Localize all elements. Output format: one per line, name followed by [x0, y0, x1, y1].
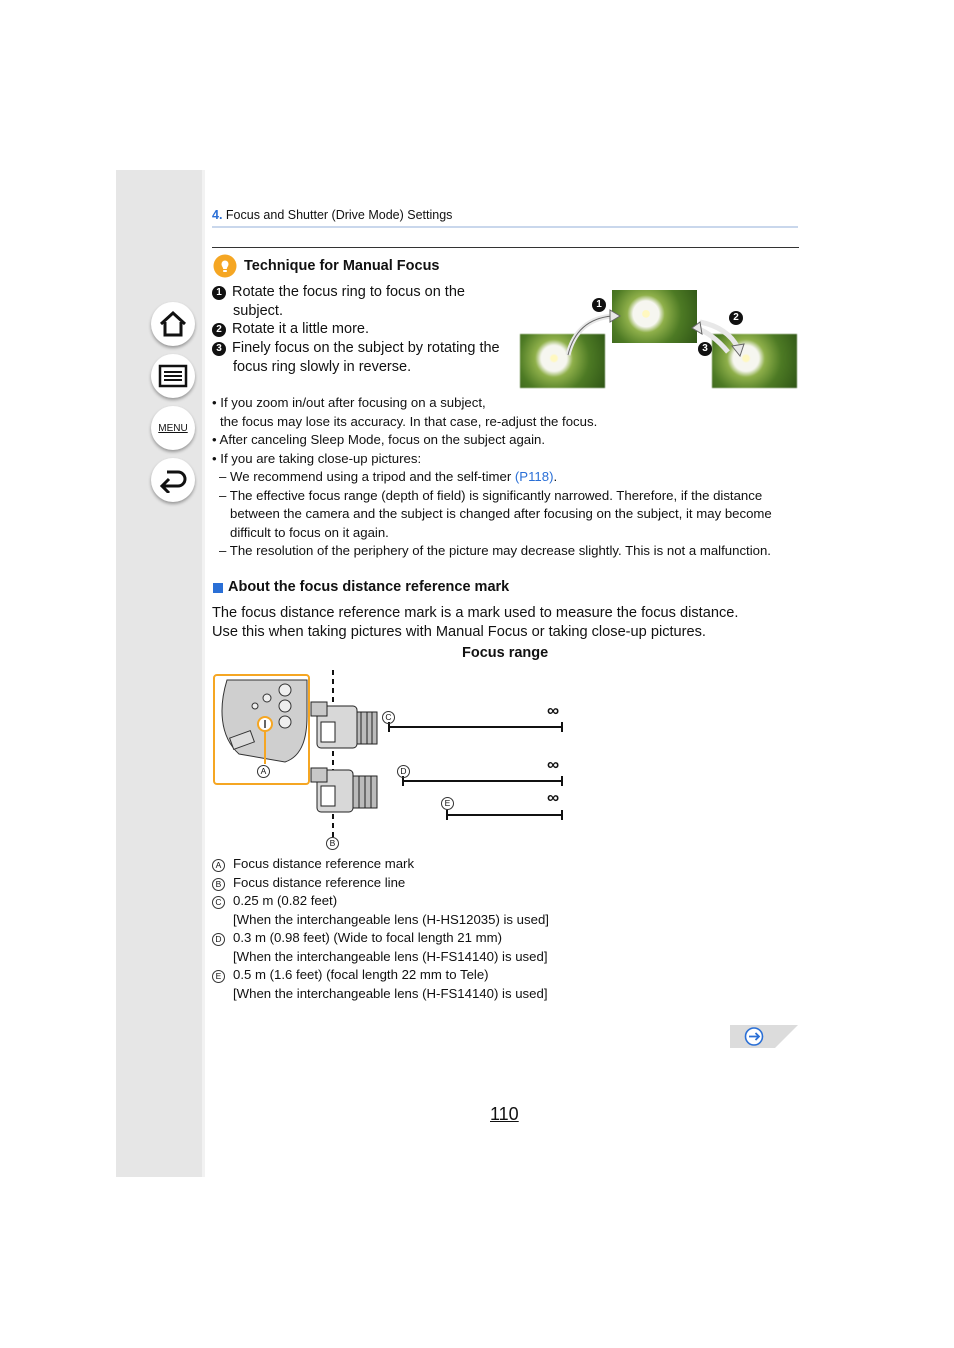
camera-side-drawing-2: [311, 768, 377, 812]
note-3: • If you are taking close-up pictures:: [212, 450, 422, 466]
step-3-text-cont: focus ring slowly in reverse.: [233, 358, 412, 375]
infinity-e: ∞: [547, 788, 560, 807]
chapter-number: 4.: [212, 208, 223, 222]
legend-c-letter: C: [212, 896, 225, 909]
note-2: • After canceling Sleep Mode, focus on the subject again.: [212, 432, 546, 447]
step-2-number: 2: [212, 323, 226, 337]
home-icon: [158, 310, 188, 338]
legend-e-letter: E: [212, 970, 225, 983]
focus-range-diagram: [305, 670, 575, 850]
note-3-dash-2: – The effective focus range (depth of field) is significantly narrowed. Therefore, if the distance: [219, 487, 763, 503]
camera-side-drawing-1: [311, 702, 377, 748]
reference-p2: Use this when taking pictures with Manual Focus or taking close-up pictures.: [212, 624, 706, 640]
dash-1-suffix: .: [553, 469, 558, 484]
back-button[interactable]: [151, 458, 195, 502]
step-1-text: Rotate the focus ring to focus on the: [232, 284, 465, 300]
legend-c-text: 0.25 m (0.82 feet): [233, 893, 338, 908]
contents-button[interactable]: [151, 354, 195, 398]
label-d: D: [397, 765, 410, 778]
section-square-icon: [213, 583, 223, 593]
step-3: [212, 339, 500, 376]
figure-title: Focus range: [462, 645, 549, 661]
legend-a: [212, 855, 549, 874]
next-page-button[interactable]: [730, 1025, 798, 1048]
note-3-dash-1: [212, 468, 802, 487]
menu-button[interactable]: [151, 406, 195, 450]
legend-c-note: [When the interchangeable lens (H-HS12035) is used]: [233, 911, 549, 927]
home-button[interactable]: [151, 302, 195, 346]
back-arrow-icon: [158, 467, 188, 493]
dash-1-text: – We recommend using a tripod and the self-timer: [219, 469, 515, 484]
note-1: • If you zoom in/out after focusing on a subject,: [212, 395, 486, 410]
legend-e: [212, 966, 549, 985]
legend-c: [212, 892, 549, 911]
step-2: [212, 320, 369, 339]
label-c: C: [382, 711, 395, 724]
tip-icon: [213, 254, 237, 283]
step-3-text: Finely focus on the subject by rotating the: [232, 340, 500, 356]
legend: [212, 855, 549, 1003]
notes: [212, 394, 802, 561]
legend-a-letter: A: [212, 859, 225, 872]
figure-label-2: 2: [729, 311, 743, 325]
step-1: [212, 283, 465, 320]
label-e: E: [441, 797, 454, 810]
note-1-cont: the focus may lose its accuracy. In that case, re-adjust the focus.: [220, 413, 598, 429]
page-number: 110: [490, 1104, 519, 1124]
legend-d-text: 0.3 m (0.98 feet) (Wide to focal length 21 mm): [233, 930, 502, 945]
chapter-title: Focus and Shutter (Drive Mode) Settings: [225, 208, 453, 222]
step-3-number: 3: [212, 342, 226, 356]
legend-e-text: 0.5 m (1.6 feet) (focal length 22 mm to Tele): [233, 967, 489, 982]
infinity-d: ∞: [547, 755, 560, 774]
menu-label: MENU: [158, 422, 188, 434]
label-a: A: [257, 765, 270, 778]
label-b: B: [326, 837, 339, 850]
step-2-text: Rotate it a little more.: [232, 321, 369, 337]
infinity-c: ∞: [547, 701, 560, 720]
legend-d-note: [When the interchangeable lens (H-FS14140) is used]: [233, 948, 548, 964]
step-1-number: 1: [212, 286, 226, 300]
reference-paragraph: [212, 604, 738, 642]
legend-d-letter: D: [212, 933, 225, 946]
reference-heading: About the focus distance reference mark: [228, 579, 510, 595]
list-icon: [158, 364, 188, 388]
legend-a-text: Focus distance reference mark: [233, 856, 415, 871]
figure-label-1: 1: [592, 298, 606, 312]
step-1-text-cont: subject.: [233, 302, 283, 319]
breadcrumb: [212, 208, 798, 228]
legend-b: [212, 874, 549, 893]
technique-title: Technique for Manual Focus: [244, 258, 440, 274]
note-3-dash-3: – The resolution of the periphery of the picture may decrease slightly. This is not a malfunction.: [219, 543, 771, 558]
legend-e-note: [When the interchangeable lens (H-FS14140) is used]: [233, 985, 548, 1001]
note-3-dash-2-cont2: difficult to focus on it again.: [230, 524, 389, 540]
legend-b-text: Focus distance reference line: [233, 874, 406, 890]
divider: [212, 247, 799, 248]
p118-link[interactable]: (P118): [514, 469, 554, 484]
note-3-dash-2-cont1: between the camera and the subject is changed after focusing on the subject, it may become: [230, 506, 772, 521]
reference-p1: The focus distance reference mark is a mark used to measure the focus distance.: [212, 605, 739, 621]
legend-b-letter: B: [212, 878, 225, 891]
figure-label-3: 3: [698, 342, 712, 356]
legend-d: [212, 929, 549, 948]
